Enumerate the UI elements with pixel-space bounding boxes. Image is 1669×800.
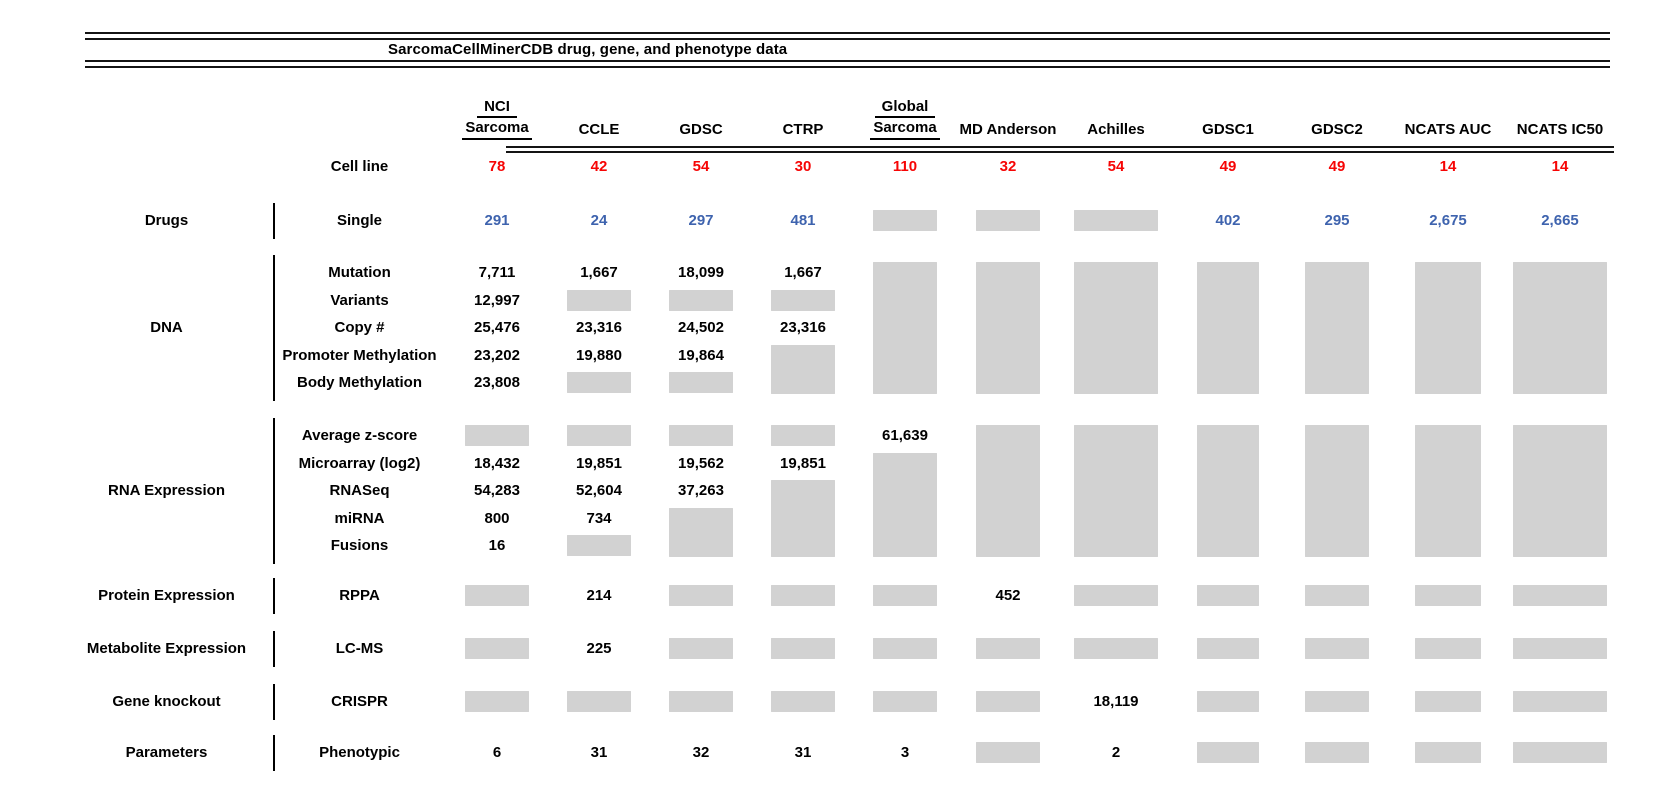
value-cell: 481 bbox=[790, 212, 816, 230]
value-cell: 52,604 bbox=[576, 482, 622, 500]
category-label: Drugs bbox=[144, 212, 189, 230]
cell-line-count: 49 bbox=[1328, 157, 1346, 175]
cell-line-count: 42 bbox=[590, 157, 608, 175]
no-data-box bbox=[1197, 638, 1259, 659]
column-header-label: Sarcoma bbox=[870, 118, 939, 140]
column-header-label: NCATS IC50 bbox=[1516, 121, 1604, 138]
row-label-copy: Copy # bbox=[334, 319, 385, 337]
no-data-box bbox=[1415, 638, 1481, 659]
category-divider bbox=[273, 203, 275, 239]
value-cell: 402 bbox=[1215, 212, 1241, 230]
category-divider bbox=[273, 255, 275, 401]
value-cell: 18,099 bbox=[678, 264, 724, 282]
no-data-box bbox=[976, 638, 1040, 659]
column-header-global-sarcoma bbox=[854, 84, 956, 140]
no-data-box bbox=[873, 585, 937, 606]
value-cell: 6 bbox=[492, 744, 502, 762]
no-data-box bbox=[1305, 262, 1369, 394]
value-cell: 54,283 bbox=[474, 482, 520, 500]
section-dna bbox=[60, 259, 1614, 397]
category-label: RNA Expression bbox=[108, 482, 225, 500]
value-cell: 32 bbox=[692, 744, 710, 762]
cell-line-count: 32 bbox=[999, 157, 1017, 175]
no-data-box bbox=[669, 691, 733, 712]
section-rna-expression bbox=[60, 422, 1614, 560]
no-data-box bbox=[1415, 262, 1481, 394]
no-data-box bbox=[873, 262, 937, 394]
section-drugs bbox=[60, 207, 1614, 235]
column-header-md-anderson bbox=[956, 84, 1060, 140]
value-cell: 1,667 bbox=[580, 264, 618, 282]
no-data-box bbox=[465, 425, 529, 446]
no-data-box bbox=[669, 585, 733, 606]
value-cell: 1,667 bbox=[784, 264, 822, 282]
value-cell: 23,202 bbox=[474, 346, 520, 364]
section-protein-expression bbox=[60, 582, 1614, 610]
no-data-box bbox=[1305, 425, 1369, 557]
value-cell: 31 bbox=[794, 744, 812, 762]
column-header-ctrp bbox=[752, 84, 854, 140]
no-data-box bbox=[1415, 585, 1481, 606]
no-data-box bbox=[976, 210, 1040, 231]
row-label-microarray-log2: Microarray (log2) bbox=[298, 454, 421, 472]
category-divider bbox=[273, 418, 275, 564]
column-header-label: MD Anderson bbox=[959, 121, 1057, 138]
value-cell: 297 bbox=[688, 212, 714, 230]
no-data-box bbox=[1197, 425, 1259, 557]
value-cell: 734 bbox=[586, 509, 612, 527]
category-divider bbox=[273, 631, 275, 667]
column-header-label: GDSC1 bbox=[1202, 121, 1254, 138]
row-label-single: Single bbox=[336, 212, 382, 230]
row-label-variants: Variants bbox=[330, 291, 389, 309]
column-header-gdsc bbox=[650, 84, 752, 140]
value-cell: 19,851 bbox=[576, 454, 622, 472]
value-cell: 800 bbox=[484, 509, 510, 527]
no-data-box bbox=[1415, 742, 1481, 763]
value-cell: 7,711 bbox=[478, 264, 516, 282]
no-data-box bbox=[1415, 691, 1481, 712]
value-cell: 214 bbox=[586, 587, 612, 605]
no-data-box bbox=[567, 290, 631, 311]
column-header-top-line: NCI bbox=[477, 98, 517, 118]
no-data-box bbox=[567, 691, 631, 712]
no-data-box bbox=[1197, 742, 1259, 763]
row-label-average-z-score: Average z-score bbox=[301, 427, 418, 445]
no-data-box bbox=[1305, 691, 1369, 712]
row-label-promoter-methylation: Promoter Methylation bbox=[282, 346, 437, 364]
no-data-box bbox=[771, 425, 835, 446]
cell-line-label: Cell line bbox=[330, 157, 389, 175]
no-data-box bbox=[1197, 691, 1259, 712]
value-cell: 19,864 bbox=[678, 346, 724, 364]
cell-line-count: 14 bbox=[1551, 157, 1569, 175]
value-cell: 25,476 bbox=[474, 319, 520, 337]
no-data-box bbox=[976, 262, 1040, 394]
value-cell: 295 bbox=[1324, 212, 1350, 230]
value-cell: 37,263 bbox=[678, 482, 724, 500]
no-data-box bbox=[1074, 585, 1158, 606]
no-data-box bbox=[1513, 425, 1607, 557]
cell-line-count: 54 bbox=[692, 157, 710, 175]
no-data-box bbox=[771, 585, 835, 606]
no-data-box bbox=[1074, 425, 1158, 557]
no-data-box bbox=[1513, 691, 1607, 712]
value-cell: 24,502 bbox=[678, 319, 724, 337]
no-data-box bbox=[873, 638, 937, 659]
category-label: DNA bbox=[150, 319, 183, 337]
column-header-ncats-auc bbox=[1390, 84, 1506, 140]
column-header-row bbox=[60, 84, 1614, 140]
no-data-box bbox=[567, 425, 631, 446]
no-data-box bbox=[771, 480, 835, 557]
category-divider bbox=[273, 578, 275, 614]
section-metabolite-expression bbox=[60, 635, 1614, 663]
no-data-box bbox=[1074, 210, 1158, 231]
value-cell: 19,880 bbox=[576, 346, 622, 364]
no-data-box bbox=[669, 508, 733, 557]
no-data-box bbox=[976, 425, 1040, 557]
no-data-box bbox=[976, 742, 1040, 763]
no-data-box bbox=[1305, 742, 1369, 763]
column-header-achilles bbox=[1060, 84, 1172, 140]
column-header-label: CCLE bbox=[578, 121, 620, 138]
no-data-box bbox=[771, 638, 835, 659]
cell-line-count: 14 bbox=[1439, 157, 1457, 175]
no-data-box bbox=[669, 290, 733, 311]
no-data-box bbox=[1197, 262, 1259, 394]
no-data-box bbox=[771, 345, 835, 394]
column-header-ccle bbox=[548, 84, 650, 140]
category-label: Parameters bbox=[125, 744, 208, 762]
column-header-label: Sarcoma bbox=[462, 118, 531, 140]
value-cell: 23,316 bbox=[576, 319, 622, 337]
value-cell: 2 bbox=[1111, 744, 1121, 762]
category-divider bbox=[273, 684, 275, 720]
row-label-rppa: RPPA bbox=[339, 587, 380, 605]
value-cell: 16 bbox=[488, 537, 506, 555]
cell-line-row bbox=[60, 152, 1614, 180]
no-data-box bbox=[567, 372, 631, 393]
cell-line-count: 78 bbox=[488, 157, 506, 175]
column-header-top-line: Global bbox=[875, 98, 936, 118]
no-data-box bbox=[873, 691, 937, 712]
no-data-box bbox=[669, 425, 733, 446]
value-cell: 2,665 bbox=[1541, 212, 1579, 230]
value-cell: 2,675 bbox=[1429, 212, 1467, 230]
no-data-box bbox=[1074, 262, 1158, 394]
category-divider bbox=[273, 735, 275, 771]
no-data-box bbox=[1415, 425, 1481, 557]
no-data-box bbox=[1513, 262, 1607, 394]
cell-line-count: 49 bbox=[1219, 157, 1237, 175]
row-label-mutation: Mutation bbox=[328, 264, 391, 282]
no-data-box bbox=[771, 691, 835, 712]
no-data-box bbox=[465, 638, 529, 659]
value-cell: 225 bbox=[586, 640, 612, 658]
no-data-box bbox=[873, 210, 937, 231]
value-cell: 23,316 bbox=[780, 319, 826, 337]
no-data-box bbox=[669, 372, 733, 393]
row-label-body-methylation: Body Methylation bbox=[296, 374, 422, 392]
value-cell: 12,997 bbox=[474, 291, 520, 309]
top-double-rule bbox=[85, 32, 1610, 40]
no-data-box bbox=[1305, 638, 1369, 659]
section-gene-knockout bbox=[60, 688, 1614, 716]
value-cell: 19,562 bbox=[678, 454, 724, 472]
column-header-nci-sarcoma bbox=[446, 84, 548, 140]
no-data-box bbox=[567, 535, 631, 556]
category-label: Metabolite Expression bbox=[86, 640, 247, 658]
value-cell: 61,639 bbox=[882, 427, 928, 445]
value-cell: 3 bbox=[900, 744, 910, 762]
no-data-box bbox=[1513, 638, 1607, 659]
no-data-box bbox=[771, 290, 835, 311]
value-cell: 18,432 bbox=[474, 454, 520, 472]
no-data-box bbox=[1513, 585, 1607, 606]
column-header-ncats-ic50 bbox=[1506, 84, 1614, 140]
column-header-gdsc1 bbox=[1172, 84, 1284, 140]
row-label-rnaseq: RNASeq bbox=[329, 482, 390, 500]
no-data-box bbox=[1074, 638, 1158, 659]
value-cell: 19,851 bbox=[780, 454, 826, 472]
section-parameters bbox=[60, 739, 1614, 767]
category-label: Gene knockout bbox=[112, 693, 221, 711]
no-data-box bbox=[669, 638, 733, 659]
column-header-label: GDSC2 bbox=[1311, 121, 1363, 138]
value-cell: 31 bbox=[590, 744, 608, 762]
no-data-box bbox=[1197, 585, 1259, 606]
column-header-gdsc2 bbox=[1284, 84, 1390, 140]
no-data-box bbox=[976, 691, 1040, 712]
column-header-label: Achilles bbox=[1087, 121, 1145, 138]
title-bottom-double-rule bbox=[85, 60, 1610, 68]
no-data-box bbox=[1513, 742, 1607, 763]
value-cell: 23,808 bbox=[474, 374, 520, 392]
column-header-label: GDSC bbox=[679, 121, 723, 138]
no-data-box bbox=[465, 585, 529, 606]
value-cell: 18,119 bbox=[1093, 693, 1139, 711]
no-data-box bbox=[1305, 585, 1369, 606]
cell-line-count: 110 bbox=[892, 157, 918, 175]
column-header-label: NCATS AUC bbox=[1404, 121, 1492, 138]
no-data-box bbox=[465, 691, 529, 712]
row-label-crispr: CRISPR bbox=[331, 693, 388, 711]
column-header-label: CTRP bbox=[782, 121, 824, 138]
title-banner bbox=[85, 32, 1610, 68]
no-data-box bbox=[873, 453, 937, 557]
row-label-phenotypic: Phenotypic bbox=[319, 744, 400, 762]
value-cell: 24 bbox=[590, 212, 608, 230]
row-label-mirna: miRNA bbox=[334, 509, 385, 527]
row-label-lc-ms: LC-MS bbox=[335, 640, 384, 658]
value-cell: 452 bbox=[995, 587, 1021, 605]
category-label: Protein Expression bbox=[98, 587, 235, 605]
cell-line-count: 54 bbox=[1107, 157, 1125, 175]
cell-line-count: 30 bbox=[794, 157, 812, 175]
figure-title: SarcomaCellMinerCDB drug, gene, and phenotype data bbox=[388, 41, 788, 58]
row-label-fusions: Fusions bbox=[330, 537, 389, 555]
value-cell: 291 bbox=[484, 212, 510, 230]
